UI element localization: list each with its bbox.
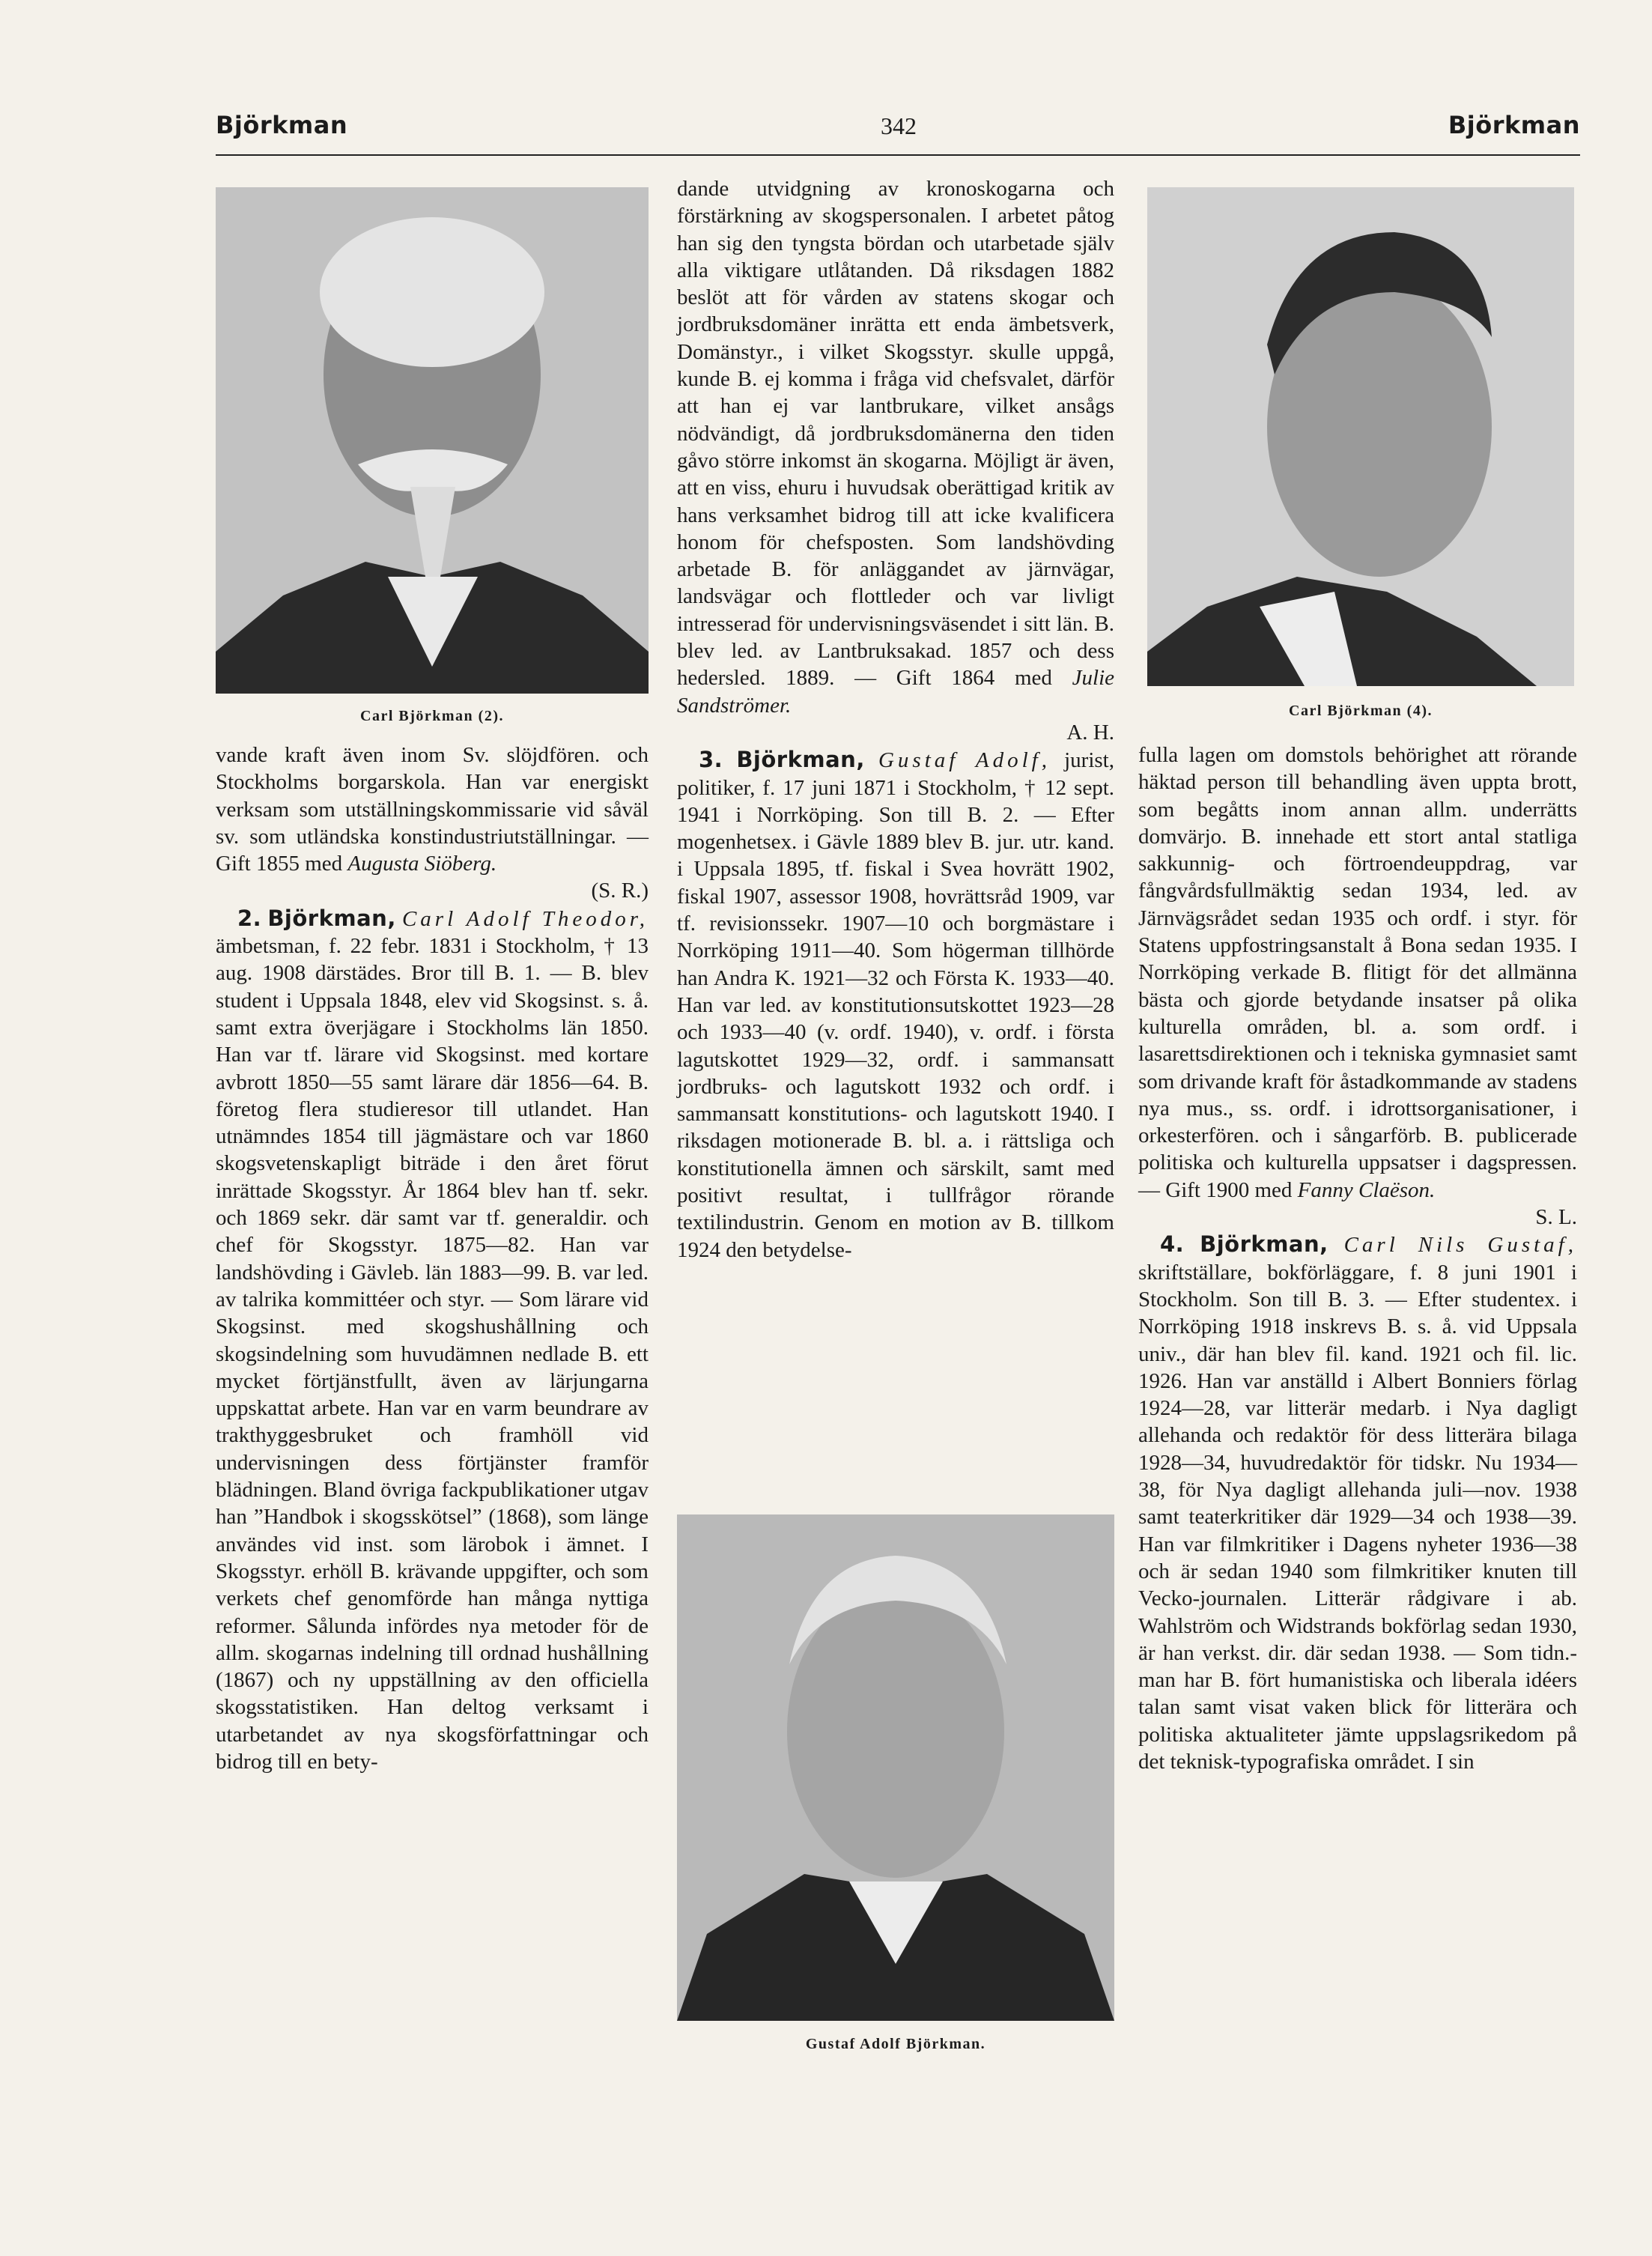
entry-surname: Björkman, <box>267 905 396 931</box>
paragraph: fulla lagen om domstols behörighet att rörande häktad person till behandling även uppta brott, som begåtts inom annan allm. underrätts domvärjo. B. innehade ett stort antal statliga sakkunnig- och förtroendeuppdrag, var fångvårdsfullmäktig sedan 1934, led. av Järnvägsrådet sedan 1935 och ordf. i styr. för Statens uppfostringsanstalt å Bona sedan 1935. I Norrköping verkade B. flitigt för det allmänna bästa och gjorde betydande insatser på olika kulturella områden, bl. a. som ordf. i lasarettsdirektionen och i tekniska gymnasiet samt som drivande kraft för åstadkommande av stadens nya mus., ss. ordf. i idrottsorganisationer, i orkesterfören. och i sångarförb. B. publicerade politiska och kulturella uppsatser i dagspressen. — Gift 1900 med Fanny Claëson. <box>1138 743 1577 1202</box>
text-column-2 <box>677 175 1114 1264</box>
entry-given-names: Gustaf Adolf, <box>878 748 1051 773</box>
page-number: 342 <box>881 112 917 139</box>
header-rule <box>216 154 1580 156</box>
entry-4: 4. Björkman, Carl Nils Gustaf, skriftställare, bokförläggare, f. 8 juni 1901 i Stockholm. Son till B. 3. — Efter studentex. i Norrköping 1918 inskrevs B. s. å. vid Uppsala univ., där han blev fil. kand. 1921 och fil. lic. 1926. Han var anställd i Albert Bonniers förlag 1924—28, var litterär medarb. i Nya dagligt allehanda och redaktör för dess litterära bilaga 1928—34, huvudredaktör för tidskr. Nu 1934—38, för Nya dagligt allehanda juli—nov. 1938 samt teaterkritiker där 1929—34 och 1938—39. Han var filmkritiker i Dagens nyheter 1936—38 och är sedan 1940 som filmkritiker knuten till Vecko-journalen. Litterär rådgivare i ab. Wahlström och Widstrands bokförlag sedan 1930, är han verkst. dir. där sedan 1938. — Som tidn.-man har B. fört humanistiska och liberala idéers talan samt visat vaken blick för litterära och politiska aktualiteter jämte uppslagsrikedom på det teknisk-typografiska området. I sin <box>1138 1231 1577 1774</box>
running-head-left: Björkman <box>216 111 348 139</box>
entry-signature-row <box>1138 1204 1577 1231</box>
author-signature: A. H. <box>1066 720 1114 745</box>
author-signature: (S. R.) <box>591 879 649 903</box>
entry-signature-row <box>216 877 649 904</box>
spouse-name: Julie Sandströmer. <box>677 666 1114 718</box>
photo-caption: Carl Björkman (4). <box>1289 703 1433 719</box>
entry-number: 3. <box>699 747 723 773</box>
paragraph: dande utvidgning av kronoskogarna och förstärkning av skogspersonalen. I arbetet påtog han sig den tyngsta bördan och utarbetade själv alla viktigare utlåtanden. Då riksdagen 1882 beslöt att för vården av statens skogar och jordbruksdomäner inrätta ett enda ämbetsverk, Domänstyr., i vilket Skogsstyr. skulle uppgå, kunde B. ej komma i fråga vid chefsvalet, därför att han ej var lantbrukare, vilket ansågs nödvändigt, då jordbruksdomänerna den tiden gåvo större inkomst än skogarna. Möjligt är även, att en viss, ehuru i huvudsak oberättigad kritik av hans verksamhet bidrog till att icke kvalificera honom för chefsposten. Som landshövding arbetade B. för anläggandet av järnvägar, landsvägar och flottleder och var livligt intresserad för undervisningsväsendet i sitt län. B. blev led. av Lantbruksakad. 1857 och dess hedersled. 1889. — Gift 1864 med Julie Sandströmer. <box>677 177 1114 718</box>
text-column-3 <box>1138 742 1577 1775</box>
entry-2: 2. Björkman, Carl Adolf Theodor, ämbetsman, f. 22 febr. 1831 i Stockholm, † 13 aug. 1908 därstädes. Bror till B. 1. — B. blev student i Uppsala 1848, elev vid Skogsinst. s. å. samt extra överjägare i Stockholms län 1850. Han var tf. lärare vid Skogsinst. med kortare avbrott 1850—55 samt lärare där 1856—64. B. företog flera studieresor till utlandet. Han utnämndes 1854 till jägmästare och var 1860 skogsvetenskapligt biträde i den året förut inrättade Skogsstyr. År 1864 blev han tf. sekr. och 1869 sekr. där samt var tf. generaldir. och chef för Skogsstyr. 1875—82. Han var landshövding i Gävleb. län 1883—99. B. var led. av talrika kommittéer och styr. — Som lärare vid Skogsinst. med skogshushållning och skogsindelning som huvudämnen nedlade B. ett mycket förtjänstfullt, även av lärjungarna uppskattat arbete. Han var en varm beundrare av trakthyggesbruket och framhöll vid undervisningen dess förtjänster framför blädningen. Bland övriga fackpublikationer utgav han ”Handbok i skogsskötsel” (1868), som länge användes vid inst. som lärobok i ämnet. I Skogsstyr. erhöll B. krävande uppgifter, och som verkets chef genomförde han många nyttiga reformer. Sålunda infördes nya metoder för de allm. skogarnas indelning till ordnad hushållning (1867) och ny uppställning av den officiella skogsstatistiken. Han deltog verksamt i utarbetandet av nya skogsförfattningar och bidrog till en bety- <box>216 905 649 1774</box>
spouse-name: Augusta Siöberg. <box>347 852 497 876</box>
portrait-carl-bjorkman-2 <box>216 187 649 694</box>
photo-caption: Carl Björkman (2). <box>360 708 504 724</box>
portrait-gustaf-adolf-bjorkman <box>677 1514 1114 2021</box>
portrait-carl-bjorkman-4 <box>1147 187 1574 686</box>
entry-3: 3. Björkman, Gustaf Adolf, jurist, politiker, f. 17 juni 1871 i Stockholm, † 12 sept. 1941 i Norrköping. Son till B. 2. — Efter mogenhetsex. i Gävle 1889 blev B. jur. utr. kand. i Uppsala 1895, tf. fiskal i Svea hovrätt 1902, fiskal 1907, assessor 1908, hovrättsråd 1909, var tf. revisionssekr. 1907—10 och borgmästare i Norrköping 1911—40. Som högerman tillhörde han Andra K. 1921—32 och Första K. 1933—40. Han var led. av konstitutionsutskottet 1923—28 och 1933—40 (v. ordf. 1940), v. ordf. i första lagutskottet 1929—32, ordf. i sammansatt jordbruks- och lagutskott 1932 och ordf. i sammansatt konstitutions- och lagutskott 1940. I riksdagen motionerade B. bl. a. i rättsliga och konstitutionella ämnen och särskilt, samt med positivt resultat, i tullfrågor rörande textilindustrin. Genom en motion av B. tillkom 1924 den betydelse- <box>677 747 1114 1262</box>
photo-caption: Gustaf Adolf Björkman. <box>805 2036 986 2052</box>
entry-surname: Björkman, <box>1200 1231 1328 1258</box>
entry-surname: Björkman, <box>736 747 865 773</box>
entry-number: 4. <box>1160 1231 1185 1258</box>
entry-given-names: Carl Adolf Theodor, <box>401 906 649 931</box>
spouse-name: Fanny Claëson. <box>1297 1177 1436 1202</box>
author-signature: S. L. <box>1535 1205 1577 1230</box>
entry-signature-row <box>677 719 1114 746</box>
entry-given-names: Carl Nils Gustaf, <box>1343 1233 1577 1258</box>
running-head-right: Björkman <box>1448 111 1580 139</box>
paragraph: vande kraft även inom Sv. slöjdfören. och Stockholms borgarskola. Han var energiskt verksam som utställningskommissarie vid såväl sv. som utländska konstindustriutställningar. — Gift 1855 med Augusta Siöberg. <box>216 743 649 876</box>
text-column-1 <box>216 742 649 1775</box>
entry-number: 2. <box>237 905 262 931</box>
